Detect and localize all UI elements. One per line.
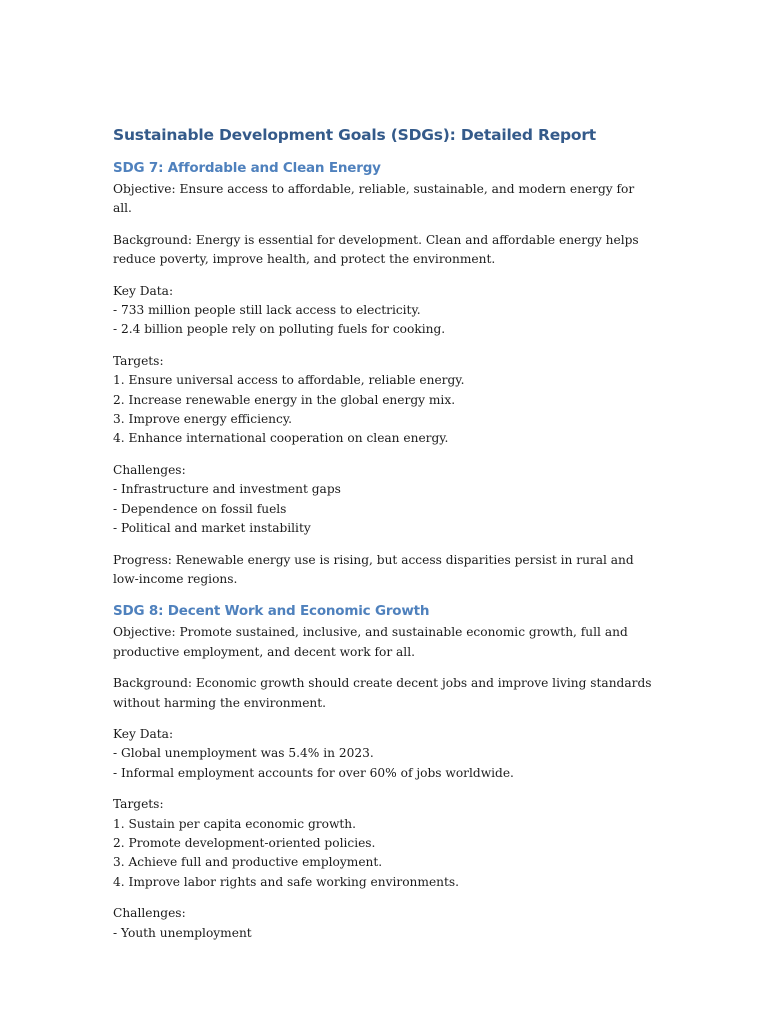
key-data-item: - 2.4 billion people rely on polluting fuels for cooking. <box>113 322 446 337</box>
document-title: Sustainable Development Goals (SDGs): Detailed Report <box>113 126 597 144</box>
targets-label: Targets: <box>113 797 164 812</box>
challenges-block <box>113 461 653 539</box>
target-item: 3. Improve energy efficiency. <box>113 412 292 427</box>
target-item: 3. Achieve full and productive employment. <box>113 855 383 870</box>
challenge-item: - Infrastructure and investment gaps <box>113 482 341 497</box>
target-item: 1. Sustain per capita economic growth. <box>113 816 357 831</box>
challenges-label: Challenges: <box>113 462 186 477</box>
challenges-block <box>113 904 653 943</box>
background-paragraph: Background: Energy is essential for development. Clean and affordable energy helps reduce poverty, improve health, and protect the environment. <box>113 232 639 267</box>
targets-block <box>113 352 653 449</box>
key-data-label: Key Data: <box>113 726 174 741</box>
objective-paragraph: Objective: Promote sustained, inclusive, and sustainable economic growth, full and productive employment, and decent work for all. <box>113 625 628 659</box>
key-data-block <box>113 282 653 340</box>
target-item: 1. Ensure universal access to affordable, reliable energy. <box>113 373 465 388</box>
target-item: 2. Increase renewable energy in the global energy mix. <box>113 392 456 407</box>
challenges-label: Challenges: <box>113 906 186 921</box>
section-sdg7 <box>113 158 653 589</box>
section-heading: SDG 7: Affordable and Clean Energy <box>113 160 381 176</box>
key-data-label: Key Data: <box>113 283 174 298</box>
objective-paragraph: Objective: Ensure access to affordable, reliable, sustainable, and modern energy for all. <box>113 182 635 216</box>
targets-block <box>113 795 653 892</box>
document-page <box>113 124 653 955</box>
target-item: 4. Enhance international cooperation on clean energy. <box>113 431 449 446</box>
challenge-item: - Youth unemployment <box>113 925 252 940</box>
key-data-item: - Informal employment accounts for over 60% of jobs worldwide. <box>113 765 514 780</box>
background-paragraph: Background: Economic growth should create decent jobs and improve living standards without harming the environment. <box>113 676 652 710</box>
challenge-item: - Political and market instability <box>113 521 311 536</box>
target-item: 4. Improve labor rights and safe working environments. <box>113 874 460 889</box>
target-item: 2. Promote development-oriented policies. <box>113 835 376 850</box>
section-sdg8 <box>113 601 653 943</box>
progress-paragraph: Progress: Renewable energy use is rising, but access disparities persist in rural and low-income regions. <box>113 552 634 586</box>
key-data-item: - 733 million people still lack access to electricity. <box>113 303 421 318</box>
challenge-item: - Dependence on fossil fuels <box>113 501 287 516</box>
targets-label: Targets: <box>113 353 164 368</box>
key-data-block <box>113 725 653 783</box>
key-data-item: - Global unemployment was 5.4% in 2023. <box>113 746 374 761</box>
section-heading: SDG 8: Decent Work and Economic Growth <box>113 603 430 620</box>
